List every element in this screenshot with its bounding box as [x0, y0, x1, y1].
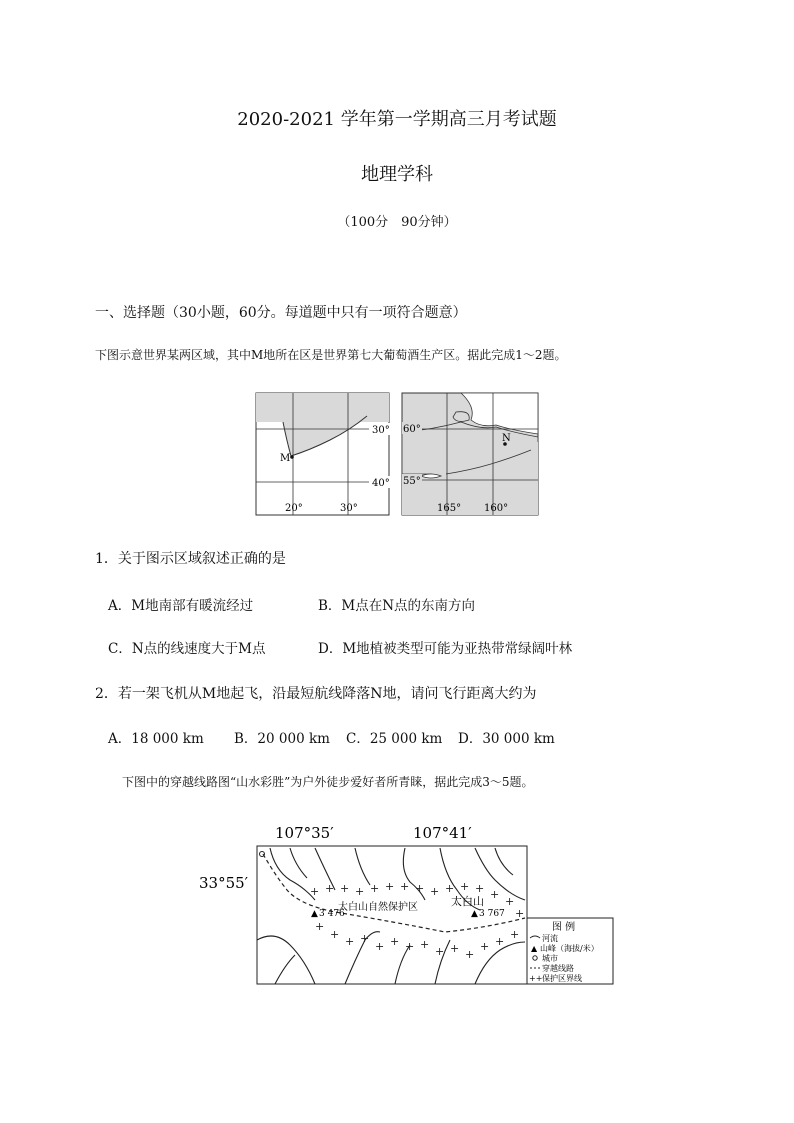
- svg-text:+: +: [370, 882, 380, 895]
- svg-text:+: +: [475, 882, 485, 895]
- world-regions-map: [255, 392, 540, 517]
- point-m-marker: [290, 455, 294, 459]
- intro-q3-5: 下图中的穿越线路图“山水彩胜”为户外徒步爱好者所青睐，据此完成3～5题。: [122, 775, 534, 789]
- svg-text:+: +: [450, 942, 460, 955]
- right-lon-165: 165°: [437, 503, 462, 514]
- legend: [527, 918, 613, 984]
- subject-title: 地理学科: [361, 164, 433, 185]
- svg-text:+: +: [330, 928, 340, 941]
- svg-text:+: +: [355, 885, 365, 898]
- left-lat-40: 40°: [372, 478, 390, 489]
- lat-33-55: 33°55′: [199, 874, 249, 892]
- q1-option-c: C．N点的线速度大于M点: [108, 641, 266, 657]
- legend-city: 城市: [542, 954, 558, 963]
- map-left-panel: [256, 393, 391, 515]
- intro-q1-2: 下图示意世界某两区域，其中M地所在区是世界第七大葡萄酒生产区。据此完成1～2题。: [95, 348, 567, 362]
- left-lon-20: 20°: [285, 503, 303, 514]
- svg-text:+: +: [515, 907, 525, 920]
- svg-text:▲: ▲: [531, 944, 538, 953]
- svg-text:+: +: [465, 948, 475, 961]
- svg-text:+: +: [375, 940, 385, 953]
- svg-text:+: +: [505, 895, 515, 908]
- legend-boundary: 保护区界线: [542, 974, 582, 983]
- legend-title: 图 例: [552, 922, 576, 933]
- right-lat-55: 55°: [403, 476, 421, 487]
- svg-text:+: +: [495, 935, 505, 948]
- q1-option-a: A．M地南部有暖流经过: [108, 598, 254, 614]
- svg-text:+: +: [460, 880, 470, 893]
- svg-text:+: +: [340, 882, 350, 895]
- svg-text:+: +: [315, 920, 325, 933]
- hiking-route-map: [195, 820, 615, 990]
- q1-option-b: B．M点在N点的东南方向: [318, 598, 476, 614]
- svg-text:+: +: [385, 880, 395, 893]
- legend-peak: 山峰（海拔/米）: [540, 944, 599, 953]
- legend-river: 河流: [542, 934, 558, 943]
- reserve-label: 太白山自然保护区: [338, 902, 418, 913]
- peak1-label: 3 476: [319, 909, 345, 919]
- q1-option-d: D．M地植被类型可能为亚热带常绿阔叶林: [318, 641, 573, 657]
- svg-text:+: +: [510, 928, 520, 941]
- score-time: （100分 90分钟）: [337, 215, 457, 230]
- left-lat-30: 30°: [372, 425, 390, 436]
- svg-text:+: +: [390, 935, 400, 948]
- lon-107-41: 107°41′: [413, 824, 472, 842]
- svg-text:+: +: [345, 935, 355, 948]
- point-n-label: N: [502, 433, 511, 444]
- svg-text:+: +: [310, 885, 320, 898]
- svg-text:+: +: [490, 888, 500, 901]
- q2-stem: 2．若一架飞机从M地起飞，沿最短航线降落N地，请问飞行距离大约为: [95, 686, 537, 702]
- right-lat-60: 60°: [403, 424, 421, 435]
- q2-option-d: D．30 000 km: [458, 731, 555, 747]
- peak1-marker: ▲: [311, 909, 318, 919]
- svg-text:+: +: [445, 882, 455, 895]
- svg-text:+: +: [430, 885, 440, 898]
- peak-name-label: 太白山: [451, 895, 484, 908]
- peak2-label: 3 767: [479, 909, 505, 919]
- peak2-marker: ▲: [471, 909, 478, 919]
- svg-text:+: +: [415, 882, 425, 895]
- svg-text:+: +: [435, 945, 445, 958]
- left-lon-30: 30°: [340, 503, 358, 514]
- q1-stem: 1．关于图示区域叙述正确的是: [95, 551, 286, 567]
- q2-option-b: B．20 000 km: [234, 731, 330, 747]
- q2-option-c: C．25 000 km: [346, 731, 443, 747]
- point-m-label: M: [280, 453, 291, 464]
- svg-text:+: +: [420, 938, 430, 951]
- svg-text:+: +: [400, 880, 410, 893]
- svg-text:+: +: [360, 932, 370, 945]
- q2-option-a: A．18 000 km: [108, 731, 204, 747]
- exam-title: 2020-2021 学年第一学期高三月考试题: [237, 109, 557, 130]
- svg-text:++: ++: [529, 974, 543, 983]
- section-heading: 一、选择题（30小题，60分。每道题中只有一项符合题意）: [95, 305, 467, 321]
- svg-text:+: +: [325, 882, 335, 895]
- svg-text:+: +: [480, 940, 490, 953]
- svg-text:+: +: [405, 940, 415, 953]
- lon-107-35: 107°35′: [275, 824, 334, 842]
- legend-route: 穿越线路: [542, 964, 574, 973]
- map-right-panel: [402, 393, 538, 515]
- right-lon-160: 160°: [484, 503, 509, 514]
